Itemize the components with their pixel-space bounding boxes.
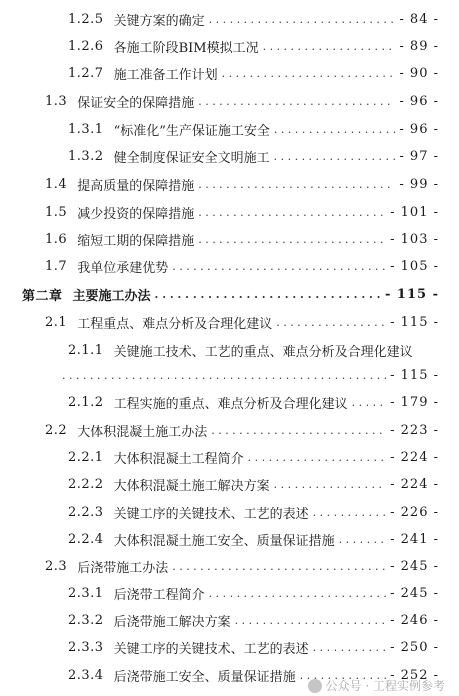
- toc-entry-page: - 115 -: [390, 368, 439, 383]
- toc-entry[interactable]: [0, 253, 459, 280]
- toc-entry[interactable]: [0, 6, 459, 33]
- toc-entry-number: 2.2.4: [68, 532, 104, 547]
- dot-leader: [155, 288, 381, 308]
- toc-entry-number: 1.7: [45, 259, 68, 274]
- toc-entry[interactable]: [0, 116, 459, 143]
- toc-entry-number: 2.2: [45, 423, 68, 438]
- toc-entry-title: 大体积混凝土工程简介: [113, 452, 244, 467]
- dot-leader: [172, 260, 386, 280]
- dot-leader: [222, 67, 396, 87]
- toc-entry-number: 2.2.3: [68, 505, 104, 520]
- toc-entry-title: 健全制度保证安全文明施工: [113, 151, 270, 166]
- toc-entry-title: 关键工序的关键技术、工艺的表述: [113, 507, 309, 522]
- toc-entry-page: - 90 -: [399, 66, 439, 81]
- toc-entry-page: - 223 -: [390, 423, 439, 438]
- dot-leader: [274, 150, 396, 170]
- dot-leader: [198, 95, 395, 115]
- dot-leader: [248, 451, 387, 471]
- toc-entry-number: 2.3.4: [68, 668, 104, 683]
- toc-entry-number: 1.5: [45, 205, 68, 220]
- dot-leader: [276, 316, 386, 336]
- toc-entry[interactable]: [0, 607, 459, 634]
- toc-entry-number: 2.1.1: [68, 343, 104, 358]
- toc-entry-number: 1.3.2: [68, 149, 104, 164]
- toc-entry-number: 1.2.7: [68, 66, 104, 81]
- toc-entry[interactable]: [0, 580, 459, 607]
- toc-entry-page: - 246 -: [390, 613, 439, 628]
- toc-entry[interactable]: [0, 499, 459, 526]
- toc-entry-title: 施工准备工作计划: [113, 68, 218, 83]
- dot-leader: [198, 233, 386, 253]
- toc-entry-page: - 97 -: [399, 149, 439, 164]
- toc-entry[interactable]: [0, 471, 459, 498]
- toc-entry[interactable]: [0, 553, 459, 580]
- toc-entry-page: - 179 -: [390, 395, 439, 410]
- toc-entry-title: 关键施工技术、工艺的重点、难点分析及合理化建议: [113, 345, 413, 360]
- toc-entry-number: 1.4: [45, 177, 68, 192]
- toc-entry-number: 1.2.6: [68, 39, 104, 54]
- toc-entry-title: 后浇带施工解决方案: [113, 615, 231, 630]
- toc-entry-page: - 96 -: [399, 122, 439, 137]
- toc-entry[interactable]: [0, 33, 459, 60]
- toc-entry[interactable]: [0, 226, 459, 253]
- dot-leader: [274, 123, 396, 143]
- chapter-number: 第二章: [22, 289, 63, 304]
- toc-entry[interactable]: [0, 88, 459, 115]
- toc-entry[interactable]: [0, 309, 459, 336]
- toc-entry-page: - 99 -: [399, 177, 439, 192]
- toc-entry-page: - 245 -: [390, 586, 439, 601]
- toc-entry-number: 2.3.1: [68, 586, 104, 601]
- toc-entry-page: - 224 -: [390, 477, 439, 492]
- toc-entry-number: 2.1: [45, 315, 68, 330]
- dot-leader: [198, 178, 395, 198]
- toc-entry[interactable]: [0, 444, 459, 471]
- toc-entry-page: - 115 -: [390, 315, 439, 330]
- toc-entry-number: 2.2.1: [68, 450, 104, 465]
- watermark-text: 公众号 · 工程实例参考: [325, 679, 445, 693]
- toc-chapter-entry[interactable]: [0, 281, 459, 308]
- toc-entry-page: - 84 -: [399, 12, 439, 27]
- toc-entry-title: “标准化”生产保证施工安全: [113, 124, 270, 139]
- toc-entry[interactable]: [0, 143, 459, 170]
- toc-entry-page: - 245 -: [390, 559, 439, 574]
- toc-entry-page: - 250 -: [390, 640, 439, 655]
- toc-entry-title: 后浇带施工安全、质量保证措施: [113, 670, 296, 685]
- toc-entry-page: - 252 -: [390, 668, 439, 683]
- dot-leader: [352, 396, 387, 416]
- toc-entry-title: 工程实施的重点、难点分析及合理化建议: [113, 397, 348, 412]
- toc-entry[interactable]: [0, 417, 459, 444]
- dot-leader: [263, 40, 396, 60]
- toc-entry-title: 各施工阶段BIM模拟工况: [113, 41, 259, 56]
- toc-entry[interactable]: [0, 60, 459, 87]
- chapter-title: 主要施工办法: [72, 289, 151, 304]
- toc-entry-continuation[interactable]: [0, 362, 459, 389]
- toc-entry-number: 2.3: [45, 559, 68, 574]
- toc-entry-page: - 89 -: [399, 39, 439, 54]
- toc-entry-title: 大体积混凝土施工办法: [77, 425, 208, 440]
- toc-entry-number: 1.3.1: [68, 122, 104, 137]
- dot-leader: [209, 587, 387, 607]
- toc-entry-number: 2.2.2: [68, 477, 104, 492]
- toc-entry-number: 1.2.5: [68, 12, 104, 27]
- toc-entry-page: - 241 -: [390, 532, 439, 547]
- toc-entry-title: 保证安全的保障措施: [77, 96, 195, 111]
- dot-leader: [172, 560, 386, 580]
- toc-entry-title: 提高质量的保障措施: [77, 179, 195, 194]
- dot-leader: [62, 369, 386, 389]
- dot-leader: [313, 641, 387, 661]
- toc-entry-page: - 105 -: [390, 259, 439, 274]
- dot-leader: [235, 614, 387, 634]
- dot-leader: [211, 424, 386, 444]
- toc-entry-number: 2.3.3: [68, 640, 104, 655]
- toc-entry[interactable]: [0, 526, 459, 553]
- dot-leader: [313, 506, 387, 526]
- wechat-icon: [308, 679, 322, 693]
- toc-entry[interactable]: [0, 171, 459, 198]
- toc-entry-page: - 96 -: [399, 94, 439, 109]
- toc-entry[interactable]: [0, 389, 459, 416]
- toc-entry-page: - 103 -: [390, 232, 439, 247]
- toc-entry-number: 2.3.2: [68, 613, 104, 628]
- toc-entry-page: - 224 -: [390, 450, 439, 465]
- dot-leader: [209, 13, 396, 33]
- toc-entry-title: 缩短工期的保障措施: [77, 234, 195, 249]
- toc-entry-title: 后浇带施工办法: [77, 561, 169, 576]
- dot-leader: [198, 206, 386, 226]
- toc-entry-number: 1.6: [45, 232, 68, 247]
- toc-entry-title: 关键方案的确定: [113, 14, 205, 29]
- toc-entry-page: - 115 -: [385, 287, 439, 302]
- toc-entry-title: 后浇带工程简介: [113, 588, 205, 603]
- toc-entry-title: 减少投资的保障措施: [77, 207, 195, 222]
- toc-entry-number: 2.1.2: [68, 395, 104, 410]
- dot-leader: [274, 478, 387, 498]
- toc-entry-page: - 101 -: [390, 205, 439, 220]
- toc-entry-title: 大体积混凝土施工解决方案: [113, 479, 270, 494]
- toc-entry[interactable]: [0, 337, 459, 364]
- toc-entry-title: 工程重点、难点分析及合理化建议: [77, 317, 273, 332]
- dot-leader: [339, 533, 387, 553]
- toc-entry-page: - 226 -: [390, 505, 439, 520]
- watermark: [308, 677, 445, 694]
- toc-entry-title: 大体积混凝土施工安全、质量保证措施: [113, 534, 335, 549]
- toc-entry[interactable]: [0, 634, 459, 661]
- toc-entry-number: 1.3: [45, 94, 68, 109]
- toc-entry-title: 关键工序的关键技术、工艺的表述: [113, 642, 309, 657]
- toc-entry[interactable]: [0, 199, 459, 226]
- toc-entry-title: 我单位承建优势: [77, 261, 169, 276]
